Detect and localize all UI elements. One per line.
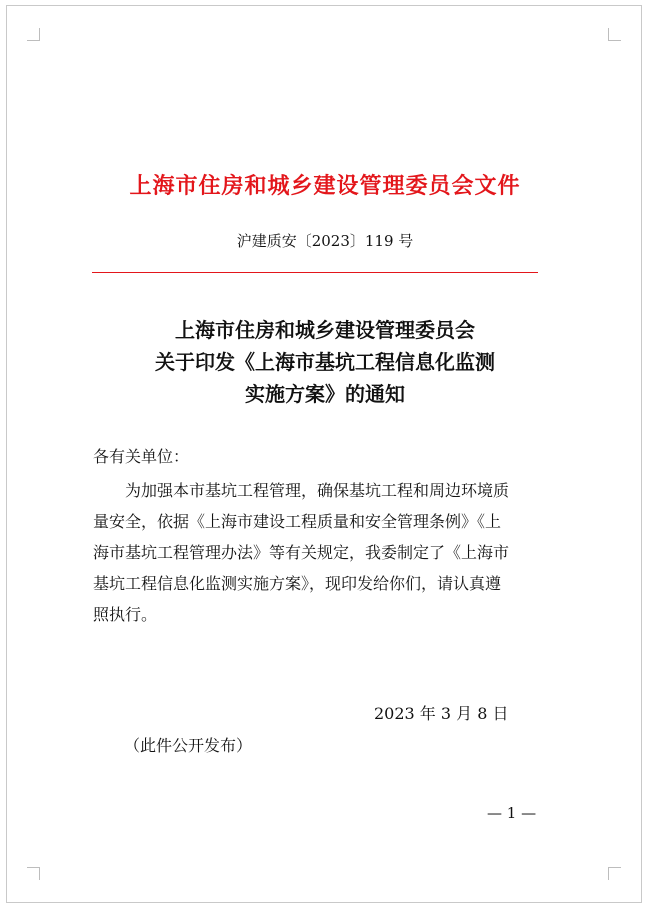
notice-title xyxy=(0,314,650,410)
page-number: — 1 — xyxy=(487,804,537,822)
document-number: 沪建质安〔2023〕119 号 xyxy=(236,232,414,250)
body-line-1: 为加强本市基坑工程管理，确保基坑工程和周边环境质 xyxy=(125,481,510,500)
red-separator-rule xyxy=(92,272,538,273)
issue-date: 2023 年 3 月 8 日 xyxy=(374,704,509,723)
body-line-5: 照执行。 xyxy=(93,605,158,624)
salutation: 各有关单位： xyxy=(93,447,190,466)
body-line-2: 量安全，依据《上海市建设工程质量和安全管理条例》《上 xyxy=(93,512,502,531)
title-line-3: 实施方案》的通知 xyxy=(245,382,405,406)
issuer-title: 上海市住房和城乡建设管理委员会文件 xyxy=(129,173,521,199)
body-paragraph xyxy=(93,475,509,630)
crop-mark-bottom-right xyxy=(608,867,621,880)
title-line-1: 上海市住房和城乡建设管理委员会 xyxy=(175,318,475,342)
public-release-note: （此件公开发布） xyxy=(124,736,253,755)
body-line-3: 海市基坑工程管理办法》等有关规定，我委制定了《上海市 xyxy=(93,543,510,562)
title-line-2: 关于印发《上海市基坑工程信息化监测 xyxy=(155,350,495,374)
crop-mark-bottom-left xyxy=(27,867,40,880)
crop-mark-top-right xyxy=(608,28,621,41)
crop-mark-top-left xyxy=(27,28,40,41)
body-line-4: 基坑工程信息化监测实施方案》，现印发给你们，请认真遵 xyxy=(93,574,502,593)
